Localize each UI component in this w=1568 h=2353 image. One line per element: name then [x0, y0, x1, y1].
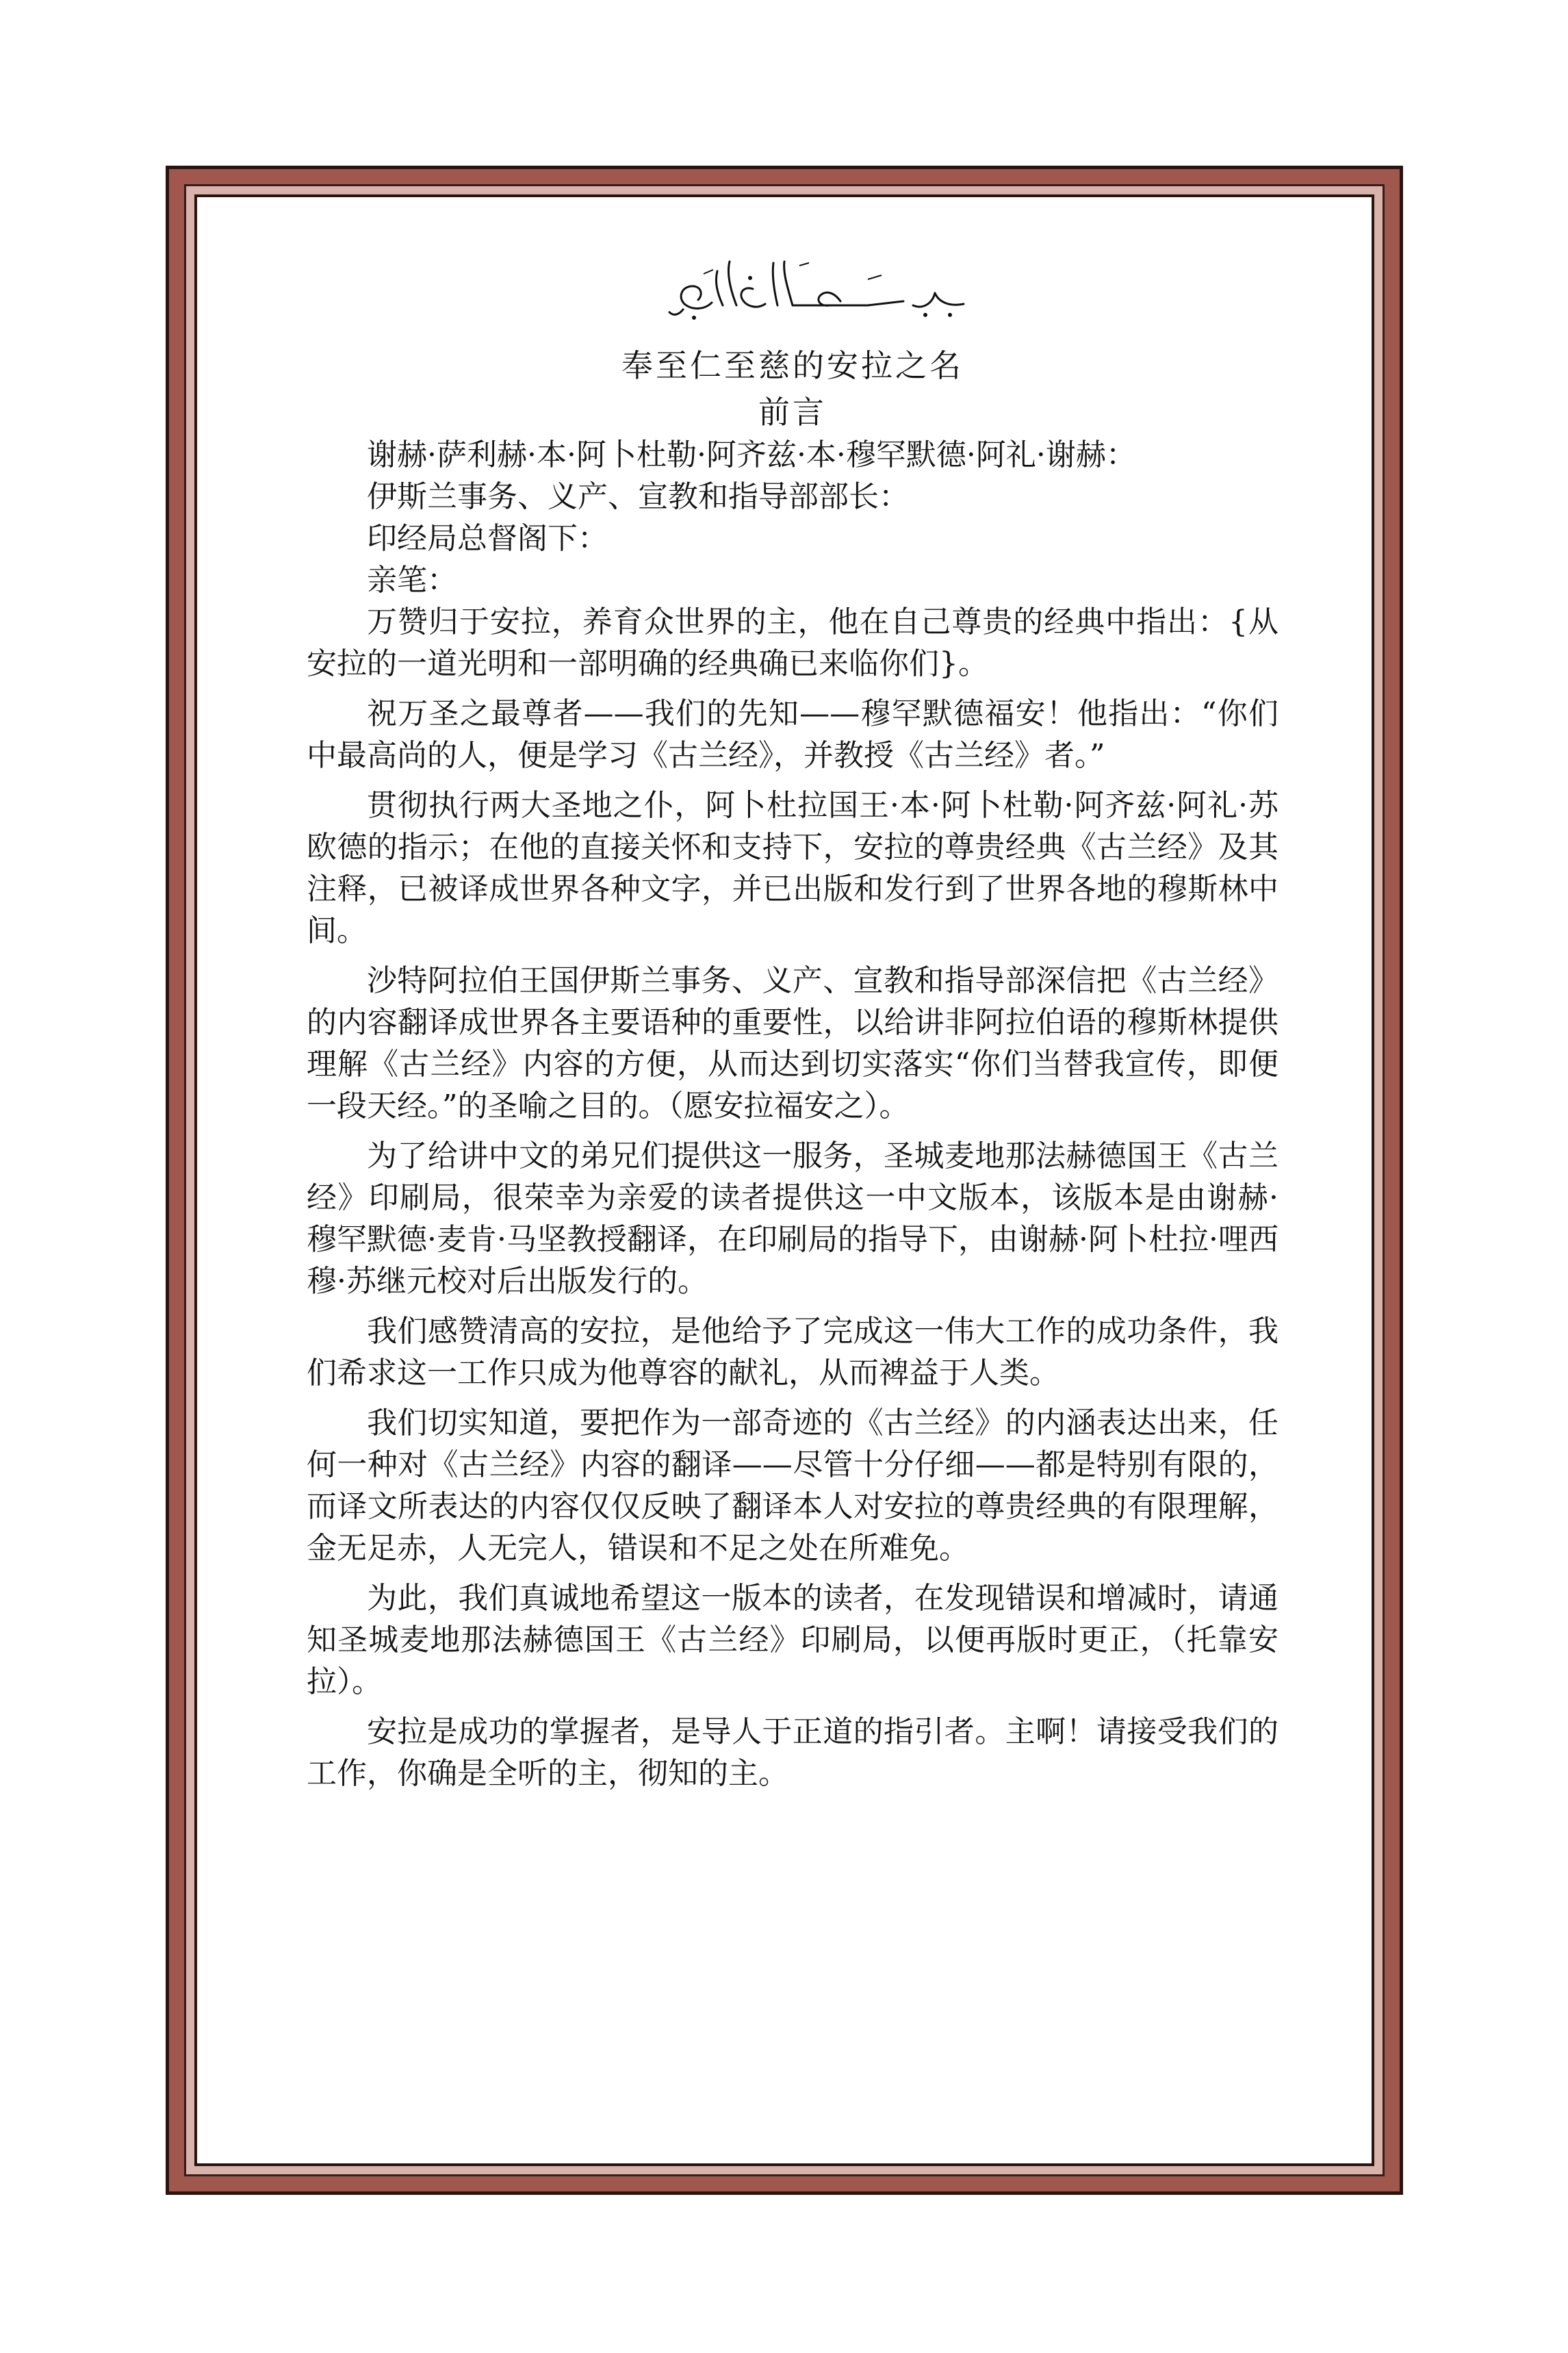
basmala-calligraphy-icon	[663, 238, 977, 334]
paragraph: 万赞归于安拉，养育众世界的主，他在自己尊贵的经典中指出：{从安拉的一道光明和一部明确的经典确已来临你们}。	[307, 605, 1278, 681]
preface-body	[307, 434, 1278, 1794]
paragraph: 谢赫·萨利赫·本·阿卜杜勒·阿齐兹·本·穆罕默德·阿礼·谢赫：	[367, 437, 1136, 472]
paragraph: 为此，我们真诚地希望这一版本的读者，在发现错误和增减时，请通知圣城麦地那法赫德国王《古兰经》印刷局，以便再版时更正，（托靠安拉）。	[307, 1581, 1278, 1699]
paragraph: 为了给讲中文的弟兄们提供这一服务，圣城麦地那法赫德国王《古兰经》印刷局，很荣幸为亲爱的读者提供这一中文版本，该版本是由谢赫·穆罕默德·麦肯·马坚教授翻译，在印刷局的指导下，由谢赫·阿卜杜拉·哩西穆·苏继元校对后出版发行的。	[307, 1139, 1278, 1299]
paragraph: 我们感赞清高的安拉，是他给予了完成这一伟大工作的成功条件，我们希求这一工作只成为他尊容的献礼，从而裨益于人类。	[307, 1314, 1278, 1390]
paragraph: 我们切实知道，要把作为一部奇迹的《古兰经》的内涵表达出来，任何一种对《古兰经》内容的翻译——尽管十分仔细——都是特别有限的，而译文所表达的内容仅仅反映了翻译本人对安拉的尊贵经典的有限理解，金无足赤，人无完人，错误和不足之处在所难免。	[307, 1406, 1278, 1566]
paragraph: 沙特阿拉伯王国伊斯兰事务、义产、宣教和指导部深信把《古兰经》的内容翻译成世界各主要语种的重要性，以给讲非阿拉伯语的穆斯林提供理解《古兰经》内容的方便，从而达到切实落实“你们当替我宣传，即便一段天经。”的圣喻之目的。（愿安拉福安之）。	[307, 963, 1278, 1123]
page-panel	[194, 194, 1374, 2166]
page-border	[166, 166, 1403, 2195]
paragraph: 贯彻执行两大圣地之仆，阿卜杜拉国王·本·阿卜杜勒·阿齐兹·阿礼·苏欧德的指示；在他的直接关怀和支持下，安拉的尊贵经典《古兰经》及其注释，已被译成世界各种文字，并已出版和发行到了世界各地的穆斯林中间。	[307, 788, 1278, 948]
page-border-band	[184, 184, 1385, 2176]
paragraph: 伊斯兰事务、义产、宣教和指导部部长：	[367, 479, 909, 514]
page-title: 奉至仁至慈的安拉之名	[621, 347, 964, 384]
paragraph: 祝万圣之最尊者——我们的先知——穆罕默德福安！他指出：“你们中最高尚的人，便是学习《古兰经》，并教授《古兰经》者。”	[307, 696, 1278, 773]
paragraph: 亲笔：	[367, 563, 457, 598]
paragraph: 印经局总督阁下：	[367, 521, 608, 556]
paragraph: 安拉是成功的掌握者，是导人于正道的指引者。主啊！请接受我们的工作，你确是全听的主，彻知的主。	[307, 1714, 1278, 1791]
section-heading: 前言	[758, 394, 827, 431]
